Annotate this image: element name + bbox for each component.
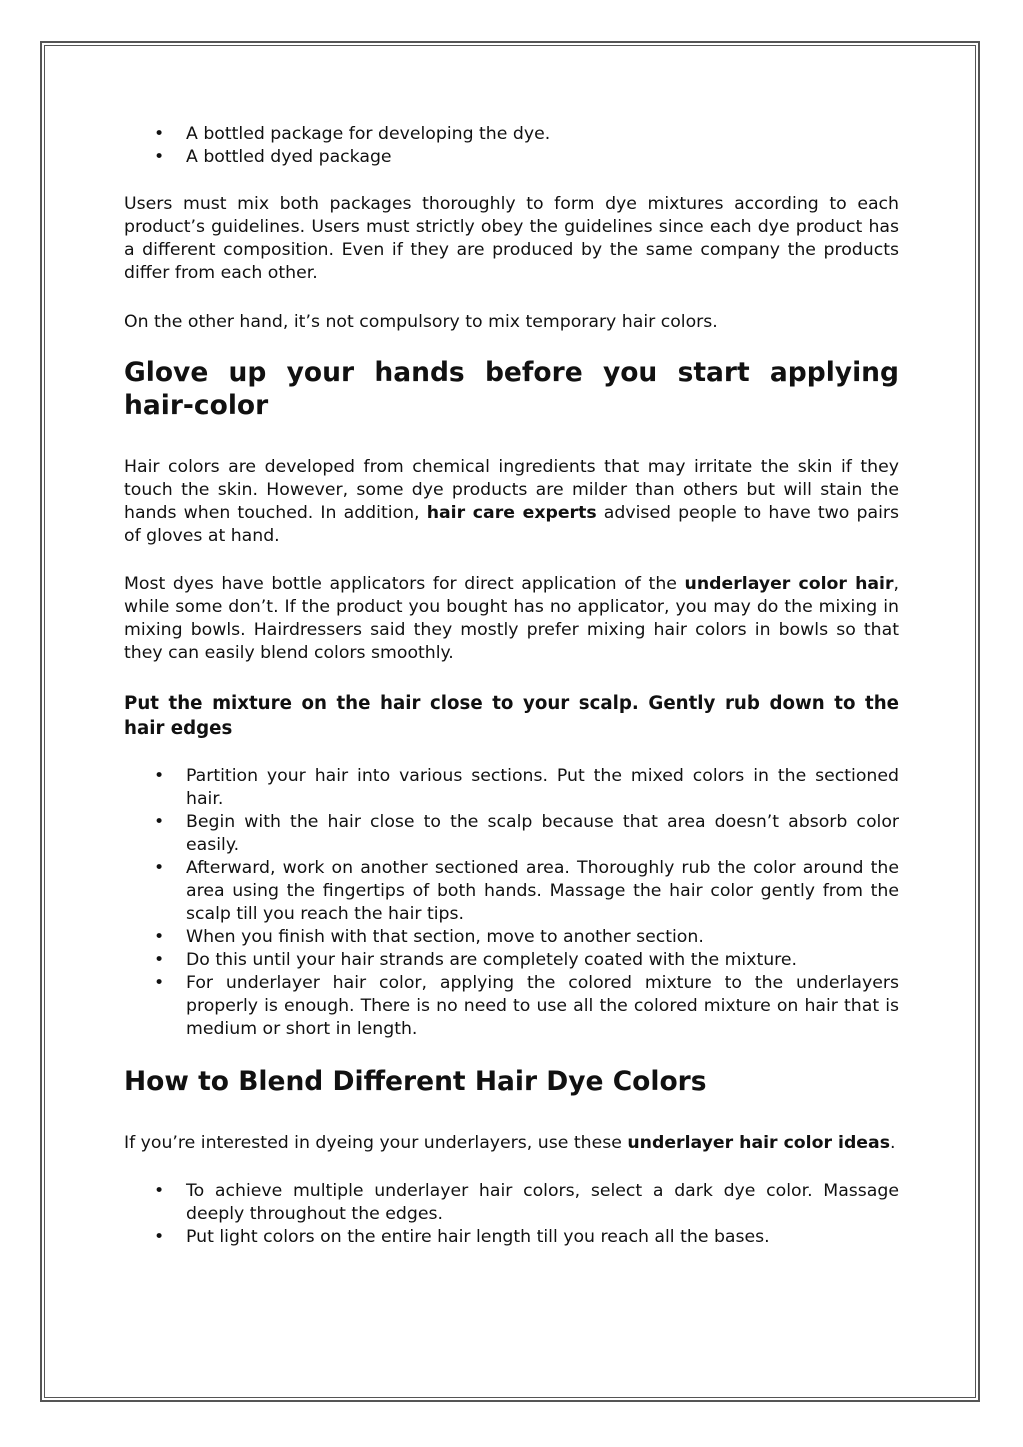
heading-blend-colors: How to Blend Different Hair Dye Colors — [124, 1066, 707, 1097]
paragraph-chemicals — [124, 456, 899, 548]
text-run: , while some don’t. If the product you bought has no applicator, you may do the mixing in mixing bowls. Hairdressers said they mostly prefer mixing hair colors in bowls so that they can easily blend colors smoothly. — [124, 574, 899, 663]
application-steps-list — [124, 765, 899, 1041]
document-body — [124, 123, 899, 1249]
bold-text-underlayer-ideas: underlayer hair color ideas — [627, 1133, 890, 1153]
text-run: Hair colors are developed from chemical ingredients that may irritate the skin if they touch the skin. However, some dye products are milder than others but will stain the hands when touched. In addition, — [124, 457, 899, 523]
list-item: • Partition your hair into various sections. Put the mixed colors in the sectioned hair. — [124, 765, 899, 811]
text-run: advised people to have two pairs of gloves at hand. — [124, 503, 899, 546]
list-item: • To achieve multiple underlayer hair colors, select a dark dye color. Massage deeply throughout the edges. — [124, 1180, 899, 1226]
paragraph-underlayer-ideas — [124, 1132, 899, 1155]
list-item: • For underlayer hair color, applying the colored mixture to the underlayers properly is enough. There is no need to use all the colored mixture on hair that is medium or short in length. — [124, 972, 899, 1041]
text-run: Most dyes have bottle applicators for direct application of the — [124, 574, 685, 594]
list-item: • A bottled dyed package — [124, 146, 899, 169]
list-item: • A bottled package for developing the dye. — [124, 123, 899, 146]
list-item: • When you finish with that section, move to another section. — [124, 926, 899, 949]
bold-text-underlayer-color-hair: underlayer color hair — [684, 574, 894, 594]
list-item: • Begin with the hair close to the scalp because that area doesn’t absorb color easily. — [124, 811, 899, 857]
list-item: • Do this until your hair strands are completely coated with the mixture. — [124, 949, 899, 972]
list-item: • Afterward, work on another sectioned area. Thoroughly rub the color around the area using the fingertips of both hands. Massage the hair color gently from the scalp till you reach the hair tips. — [124, 857, 899, 926]
paragraph-mixing: Users must mix both packages thoroughly to form dye mixtures according to each product’s guidelines. Users must strictly obey the guidelines since each dye product has a different composition. Even if they are produced by the same company the products differ from each other. — [124, 194, 899, 283]
blending-tips-list — [124, 1180, 899, 1249]
subheading-put-mixture: Put the mixture on the hair close to your scalp. Gently rub down to the hair edges — [124, 693, 899, 739]
package-list — [124, 123, 899, 169]
text-run: . — [889, 1133, 896, 1153]
paragraph-applicators — [124, 573, 899, 665]
paragraph-temporary-colors: On the other hand, it’s not compulsory to mix temporary hair colors. — [124, 312, 718, 332]
heading-glove-up: Glove up your hands before you start applying hair-color — [124, 357, 899, 421]
bold-text-hair-care-experts: hair care experts — [426, 503, 597, 523]
text-run: If you’re interested in dyeing your underlayers, use these — [124, 1133, 628, 1153]
list-item: • Put light colors on the entire hair length till you reach all the bases. — [124, 1226, 899, 1249]
